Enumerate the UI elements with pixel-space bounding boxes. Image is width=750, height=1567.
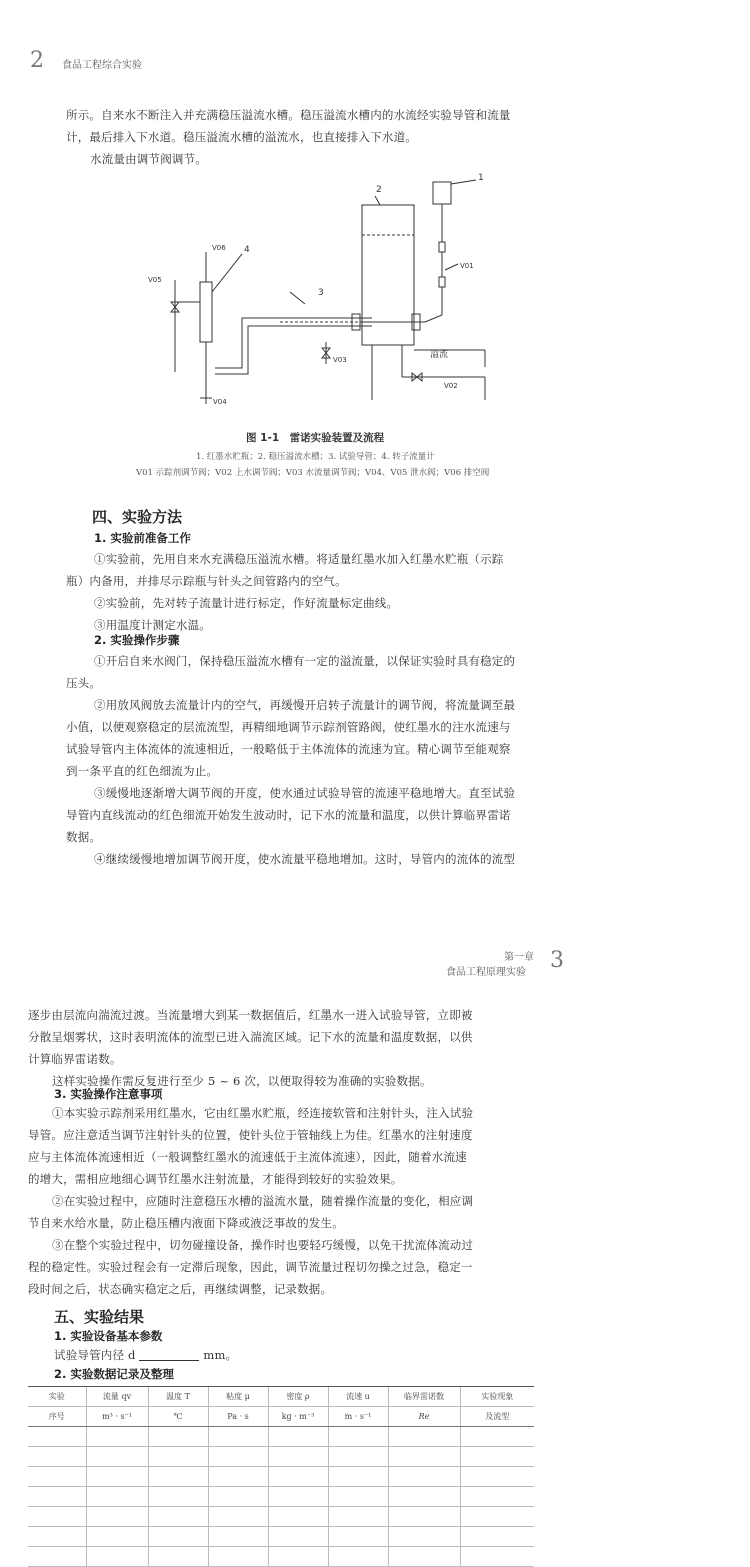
paragraph-line: ①开启自来水阀门，保持稳压溢流水槽有一定的溢流量，以保证实验时具有稳定的	[94, 654, 516, 668]
paragraph-line: 节自来水给水量，防止稳压槽内液面下降或液泛事故的发生。	[28, 1216, 344, 1230]
label-v04: V04	[213, 398, 227, 406]
paragraph-line: 试验导管内主体流体的流速相近，一般略低于主体流体的流速为宜。精心调节至能观察	[66, 742, 511, 756]
table-cell[interactable]	[28, 1427, 86, 1447]
subsection-heading: 3. 实验操作注意事项	[54, 1087, 163, 1101]
label-v02: V02	[444, 382, 458, 390]
paragraph-line: ①本实验示踪剂采用红墨水，它由红墨水贮瓶，经连接软管和注射针头，注入试验	[52, 1106, 474, 1120]
table-cell[interactable]	[148, 1527, 208, 1547]
table-cell[interactable]	[460, 1507, 534, 1527]
paragraph-line: 计算临界雷诺数。	[28, 1052, 122, 1066]
table-cell[interactable]	[208, 1527, 268, 1547]
table-subheader-cell: Re	[388, 1407, 460, 1427]
paragraph-line: 的增大，需相应地细心调节红墨水注射流量，才能得到较好的实验效果。	[28, 1172, 403, 1186]
paragraph-line: 导管。应注意适当调节注射针头的位置，使针头位于管轴线上为佳。红墨水的注射速度	[28, 1128, 473, 1142]
paragraph-line: 逐步由层流向湍流过渡。当流量增大到某一数据值后，红墨水一进入试验导管，立即被	[28, 1008, 473, 1022]
table-header-cell: 温度 T	[148, 1387, 208, 1407]
paragraph-line: 数据。	[66, 830, 102, 844]
param-label: 试验导管内径 d	[54, 1348, 136, 1362]
paragraph-line: ③在整个实验过程中，切勿碰撞设备，操作时也要轻巧缓慢，以免干扰流体流动过	[52, 1238, 474, 1252]
section-heading: 四、实验方法	[92, 508, 183, 526]
table-cell[interactable]	[28, 1447, 86, 1467]
page-number: 2	[30, 48, 44, 73]
label-v05: V05	[148, 276, 162, 284]
table-subheader-cell: m³ · s⁻¹	[86, 1407, 148, 1427]
table-cell[interactable]	[86, 1467, 148, 1487]
label-3: 3	[318, 288, 324, 298]
table-cell[interactable]	[148, 1447, 208, 1467]
table-cell[interactable]	[388, 1527, 460, 1547]
paragraph-line: 应与主体流体流速相近（一般调整红墨水的流速低于主流体流速），因此，随着水流速	[28, 1150, 467, 1164]
table-subheader-cell: 序号	[28, 1407, 86, 1427]
table-cell[interactable]	[148, 1487, 208, 1507]
table-cell[interactable]	[268, 1447, 328, 1467]
table-cell[interactable]	[208, 1487, 268, 1507]
paragraph-line: 水流量由调节阀调节。	[90, 152, 207, 166]
paragraph-line: 压头。	[66, 676, 102, 690]
figure-caption-line: 1. 红墨水贮瓶；2. 稳压溢流水槽；3. 试验导管；4. 转子流量计	[196, 452, 435, 462]
table-header-cell: 流量 qv	[86, 1387, 148, 1407]
paragraph-line: 分散呈烟雾状，这时表明流体的流型已进入湍流区域。记下水的流量和温度数据，以供	[28, 1030, 473, 1044]
table-subheader-cell: m · s⁻¹	[328, 1407, 388, 1427]
page-number: 3	[550, 948, 564, 973]
param-line	[54, 1344, 237, 1366]
table-cell[interactable]	[328, 1427, 388, 1447]
table-cell[interactable]	[268, 1547, 328, 1567]
paragraph-line: 所示。自来水不断注入并充满稳压溢流水槽。稳压溢流水槽内的水流经实验导管和流量	[66, 108, 511, 122]
label-v06: V06	[212, 244, 226, 252]
table-cell[interactable]	[86, 1547, 148, 1567]
table-row	[28, 1467, 534, 1487]
table-cell[interactable]	[268, 1527, 328, 1547]
table-cell[interactable]	[28, 1467, 86, 1487]
table-cell[interactable]	[388, 1447, 460, 1467]
table-cell[interactable]	[86, 1487, 148, 1507]
table-cell[interactable]	[208, 1447, 268, 1467]
table-cell[interactable]	[148, 1507, 208, 1527]
paragraph-line: ②在实验过程中，应随时注意稳压水槽的溢流水量，随着操作流量的变化，相应调	[52, 1194, 474, 1208]
table-header-cell: 实验现象	[460, 1387, 534, 1407]
table-cell[interactable]	[28, 1507, 86, 1527]
table-cell[interactable]	[208, 1507, 268, 1527]
table-cell[interactable]	[268, 1507, 328, 1527]
figure-caption-line: V01 示踪剂调节阀；V02 上水调节阀；V03 水流量调节阀；V04、V05 泄水阀；V06 排空阀	[136, 468, 490, 478]
paragraph-line: 导管内直线流动的红色细流开始发生波动时，记下水的流量和温度，以供计算临界雷诺	[66, 808, 511, 822]
table-cell[interactable]	[208, 1427, 268, 1447]
table-cell[interactable]	[460, 1527, 534, 1547]
table-header-row	[28, 1387, 534, 1407]
paragraph-line: ④继续缓慢地增加调节阀开度，使水流量平稳地增加。这时，导管内的流体的流型	[94, 852, 516, 866]
table-row	[28, 1487, 534, 1507]
table-cell[interactable]	[388, 1467, 460, 1487]
table-cell[interactable]	[328, 1447, 388, 1467]
ink-bottle	[433, 182, 451, 204]
paragraph-line: ②用放风阀放去流量计内的空气，再缓慢开启转子流量计的调节阀，将流量调至最	[94, 698, 516, 712]
table-cell[interactable]	[148, 1467, 208, 1487]
table-cell[interactable]	[268, 1427, 328, 1447]
table-cell[interactable]	[328, 1547, 388, 1567]
table-cell[interactable]	[460, 1467, 534, 1487]
subsection-heading: 1. 实验设备基本参数	[54, 1329, 163, 1343]
table-cell[interactable]	[28, 1527, 86, 1547]
table-row	[28, 1447, 534, 1467]
label-4: 4	[244, 245, 250, 255]
param-unit: mm。	[203, 1348, 238, 1362]
table-cell[interactable]	[86, 1527, 148, 1547]
label-overflow: 溢流	[430, 350, 449, 360]
chapter-label: 第一章	[504, 952, 534, 963]
table-cell[interactable]	[208, 1547, 268, 1567]
table-cell[interactable]	[388, 1427, 460, 1447]
section-heading: 五、实验结果	[54, 1308, 145, 1326]
table-header-cell: 密度 ρ	[268, 1387, 328, 1407]
label-2: 2	[376, 185, 382, 195]
paragraph-line: 段时间之后，状态确实稳定之后，再继续调整，记录数据。	[28, 1282, 333, 1296]
table-cell[interactable]	[388, 1507, 460, 1527]
table-cell[interactable]	[148, 1427, 208, 1447]
paragraph-line: 瓶）内备用，并排尽示踪瓶与针头之间管路内的空气。	[66, 574, 347, 588]
table-row	[28, 1547, 534, 1567]
rotameter	[200, 282, 212, 342]
table-cell[interactable]	[460, 1487, 534, 1507]
table-cell[interactable]	[86, 1507, 148, 1527]
table-cell[interactable]	[28, 1547, 86, 1567]
overflow-tank	[362, 205, 414, 345]
table-header-cell: 粘度 μ	[208, 1387, 268, 1407]
table-row	[28, 1507, 534, 1527]
table-header-cell: 实验	[28, 1387, 86, 1407]
apparatus-diagram	[140, 172, 500, 420]
paragraph-line: 这样实验操作需反复进行至少 5 ~ 6 次，以便取得较为准确的实验数据。	[52, 1074, 432, 1088]
subsection-heading: 1. 实验前准备工作	[94, 531, 191, 545]
paragraph-line: 小值，以便观察稳定的层流流型，再精细地调节示踪剂管路阀，使红墨水的注水流速与	[66, 720, 511, 734]
table-cell[interactable]	[328, 1507, 388, 1527]
table-cell[interactable]	[208, 1467, 268, 1487]
paragraph-line: ①实验前，先用自来水充满稳压溢流水槽。将适量红墨水加入红墨水贮瓶（示踪	[94, 552, 504, 566]
table-cell[interactable]	[86, 1447, 148, 1467]
data-record-table	[28, 1386, 534, 1567]
paragraph-line: ②实验前，先对转子流量计进行标定，作好流量标定曲线。	[94, 596, 399, 610]
subsection-heading: 2. 实验操作步骤	[94, 633, 180, 647]
table-cell[interactable]	[328, 1487, 388, 1507]
table-subheader-cell: kg · m⁻³	[268, 1407, 328, 1427]
running-head: 食品工程综合实验	[62, 60, 142, 71]
paragraph-line: ③缓慢地逐渐增大调节阀的开度，使水通过试验导管的流速平稳地增大。直至试验	[94, 786, 516, 800]
paragraph-line: 到一条平直的红色细流为止。	[66, 764, 219, 778]
running-head: 食品工程原理实验	[446, 967, 526, 978]
table-subheader-cell: Pa · s	[208, 1407, 268, 1427]
table-cell[interactable]	[460, 1447, 534, 1467]
paragraph-line: ③用温度计测定水温。	[94, 618, 211, 632]
table-cell[interactable]	[328, 1467, 388, 1487]
table-cell[interactable]	[268, 1487, 328, 1507]
table-cell[interactable]	[28, 1487, 86, 1507]
label-v03: V03	[333, 356, 347, 364]
table-cell[interactable]	[460, 1427, 534, 1447]
label-v01: V01	[460, 262, 474, 270]
subsection-heading: 2. 实验数据记录及整理	[54, 1367, 174, 1381]
figure-title: 图 1-1 雷诺实验装置及流程	[246, 432, 385, 444]
paragraph-line: 计，最后排入下水道。稳压溢流水槽的溢流水，也直接排入下水道。	[66, 130, 417, 144]
table-cell[interactable]	[86, 1427, 148, 1447]
table-cell[interactable]	[328, 1527, 388, 1547]
table-header-cell: 临界雷诺数	[388, 1387, 460, 1407]
table-cell[interactable]	[460, 1547, 534, 1567]
fill-blank[interactable]	[139, 1348, 199, 1361]
table-cell[interactable]	[388, 1547, 460, 1567]
table-cell[interactable]	[388, 1487, 460, 1507]
table-row	[28, 1527, 534, 1547]
paragraph-line: 程的稳定性。实验过程会有一定滞后现象，因此，调节流量过程切勿操之过急，稳定一	[28, 1260, 473, 1274]
table-subheader-row	[28, 1407, 534, 1427]
table-cell[interactable]	[148, 1547, 208, 1567]
table-subheader-cell: 及流型	[460, 1407, 534, 1427]
table-subheader-cell: ℃	[148, 1407, 208, 1427]
label-1: 1	[478, 173, 484, 183]
table-row	[28, 1427, 534, 1447]
table-cell[interactable]	[268, 1467, 328, 1487]
table-header-cell: 流速 u	[328, 1387, 388, 1407]
